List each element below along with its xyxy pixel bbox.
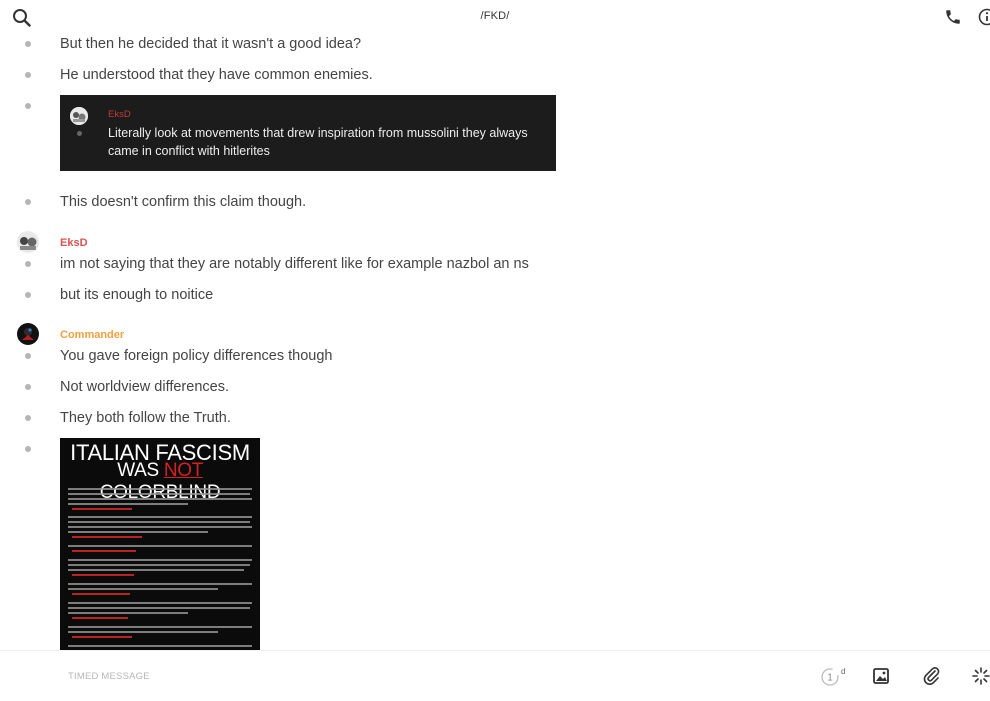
quote-author: EksD (108, 109, 131, 120)
message-text: but its enough to noitice (60, 287, 213, 303)
message-bullet (25, 199, 31, 205)
message-bullet (77, 131, 82, 136)
message-bullet (25, 384, 31, 390)
poster-title-line2: WAS NOT (60, 460, 260, 504)
message-text: They both follow the Truth. (60, 410, 231, 426)
author-name[interactable]: Commander (60, 329, 124, 341)
poster-title-line1: ITALIAN FASCISM (60, 440, 260, 466)
quote-text: Literally look at movements that drew inspiration from mussolini they always came in conflict with hitlerites (108, 124, 548, 160)
message-list[interactable] (0, 34, 990, 650)
message-bullet (25, 103, 31, 109)
timer-unit: d (841, 667, 845, 676)
sparkle-icon[interactable] (972, 667, 990, 685)
message-text: You gave foreign policy differences though (60, 348, 332, 364)
info-icon[interactable] (978, 8, 990, 26)
message-bullet (25, 261, 31, 267)
message-bullet (25, 41, 31, 47)
message-text: Not worldview differences. (60, 379, 229, 395)
message-bullet (25, 446, 31, 452)
image-icon[interactable] (872, 667, 890, 685)
chat-header (0, 0, 990, 34)
message-bullet (25, 292, 31, 298)
avatar (70, 107, 88, 125)
phone-icon[interactable] (944, 8, 962, 26)
timer-icon[interactable] (820, 666, 846, 688)
message-text: He understood that they have common enemies. (60, 67, 373, 83)
message-bullet (25, 415, 31, 421)
avatar[interactable] (17, 231, 39, 253)
composer (0, 650, 990, 701)
timer-count: 1 (827, 673, 833, 684)
message-bullet (25, 72, 31, 78)
quoted-message[interactable] (60, 95, 556, 171)
message-bullet (25, 353, 31, 359)
message-input[interactable]: TIMED MESSAGE (68, 671, 150, 682)
message-text: This doesn't confirm this claim though. (60, 194, 306, 210)
message-text: But then he decided that it wasn't a good idea? (60, 36, 361, 52)
image-attachment[interactable] (60, 438, 260, 650)
paperclip-icon[interactable] (922, 665, 940, 685)
chat-title[interactable]: /FKD/ (0, 10, 990, 22)
avatar[interactable] (17, 323, 39, 345)
author-name[interactable]: EksD (60, 237, 88, 249)
message-text: im not saying that they are notably different like for example nazbol an ns (60, 256, 529, 272)
